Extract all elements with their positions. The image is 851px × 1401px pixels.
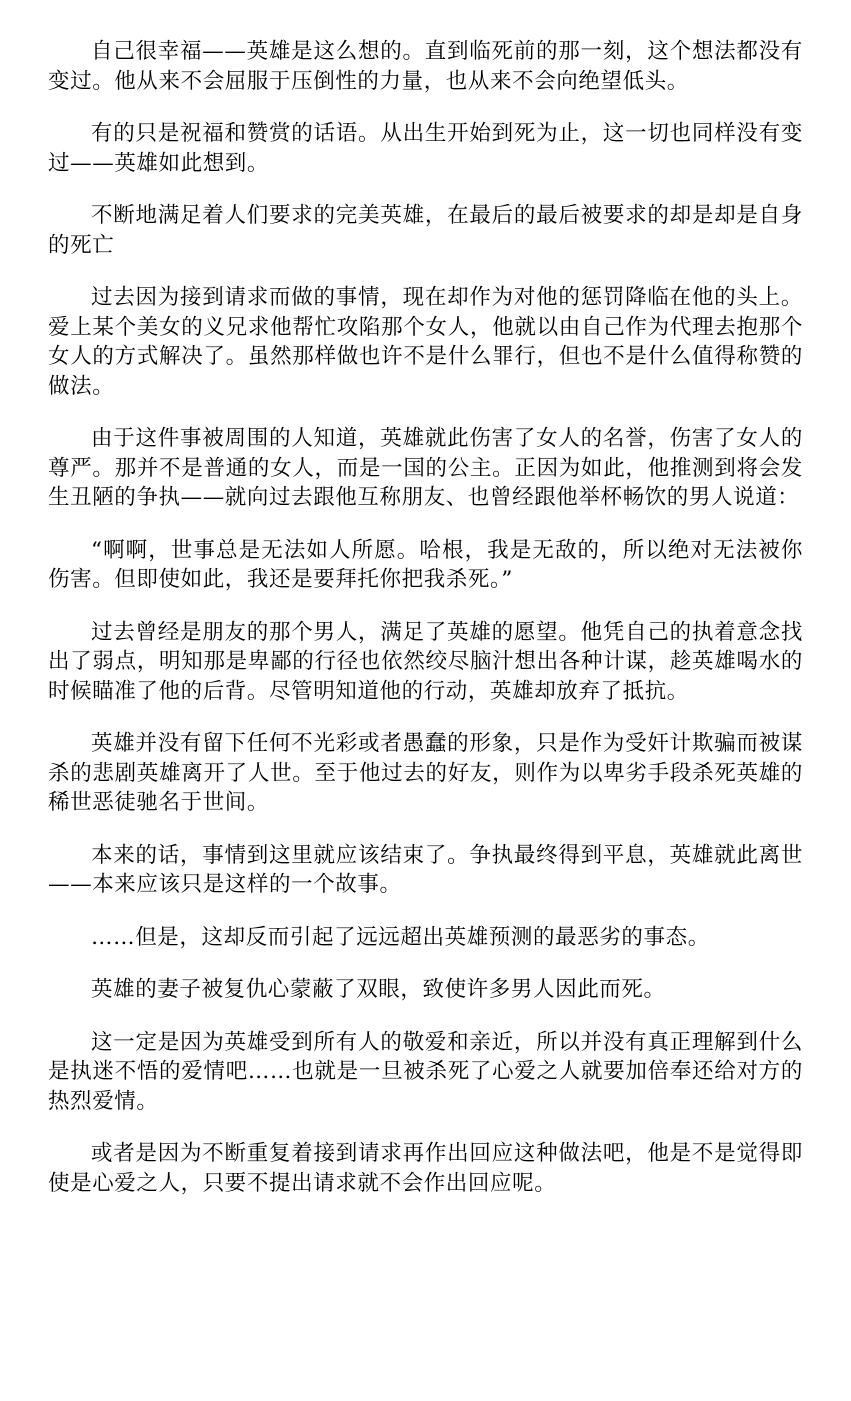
paragraph-6-quote: “啊啊，世事总是无法如人所愿。哈根，我是无敌的，所以绝对无法被你伤害。但即使如此，我还是要拜托你把我杀死。”	[48, 537, 803, 592]
paragraph-1: 自己很幸福——英雄是这么想的。直到临死前的那一刻，这个想法都没有变过。他从来不会屈服于压倒性的力量，也从来不会向绝望低头。	[48, 39, 803, 94]
paragraph-2: 有的只是祝福和赞赏的话语。从出生开始到死为止，这一切也同样没有变过——英雄如此想到。	[48, 121, 803, 176]
paragraph-13: 或者是因为不断重复着接到请求再作出回应这种做法吧，他是不是觉得即使是心爱之人，只要不提出请求就不会作出回应呢。	[48, 1141, 803, 1196]
paragraph-10: ……但是，这却反而引起了远远超出英雄预测的最恶劣的事态。	[91, 924, 710, 950]
paragraph-4: 过去因为接到请求而做的事情，现在却作为对他的惩罚降临在他的头上。爱上某个美女的义兄求他帮忙攻陷那个女人，他就以由自己作为代理去抱那个女人的方式解决了。虽然那样做也许不是什么罪行，但也不是什么值得称赞的做法。	[48, 285, 803, 399]
paragraph-7: 过去曾经是朋友的那个男人，满足了英雄的愿望。他凭自己的执着意念找出了弱点，明知那是卑鄙的行径也依然绞尽脑汁想出各种计谋，趁英雄喝水的时候瞄准了他的后背。尽管明知道他的行动，英雄却放弃了抵抗。	[48, 619, 803, 704]
paragraph-8: 英雄并没有留下任何不光彩或者愚蠢的形象，只是作为受奸计欺骗而被谋杀的悲剧英雄离开了人世。至于他过去的好友，则作为以卑劣手段杀死英雄的稀世恶徒驰名于世间。	[48, 731, 803, 815]
paragraph-12: 这一定是因为英雄受到所有人的敬爱和亲近，所以并没有真正理解到什么是执迷不悟的爱情吧……也就是一旦被杀死了心爱之人就要加倍奉还给对方的热烈爱情。	[48, 1029, 803, 1114]
paragraph-5: 由于这件事被周围的人知道，英雄就此伤害了女人的名誉，伤害了女人的尊严。那并不是普通的女人，而是一国的公主。正因为如此，他推测到将会发生丑陋的争执——就向过去跟他互称朋友、也曾经跟他举杯畅饮的男人说道：	[48, 426, 803, 510]
paragraph-9: 本来的话，事情到这里就应该结束了。争执最终得到平息，英雄就此离世——本来应该只是这样的一个故事。	[48, 842, 803, 897]
paragraph-3: 不断地满足着人们要求的完美英雄，在最后的最后被要求的却是却是自身的死亡	[48, 203, 803, 258]
paragraph-11: 英雄的妻子被复仇心蒙蔽了双眼，致使许多男人因此而死。	[91, 977, 666, 1002]
